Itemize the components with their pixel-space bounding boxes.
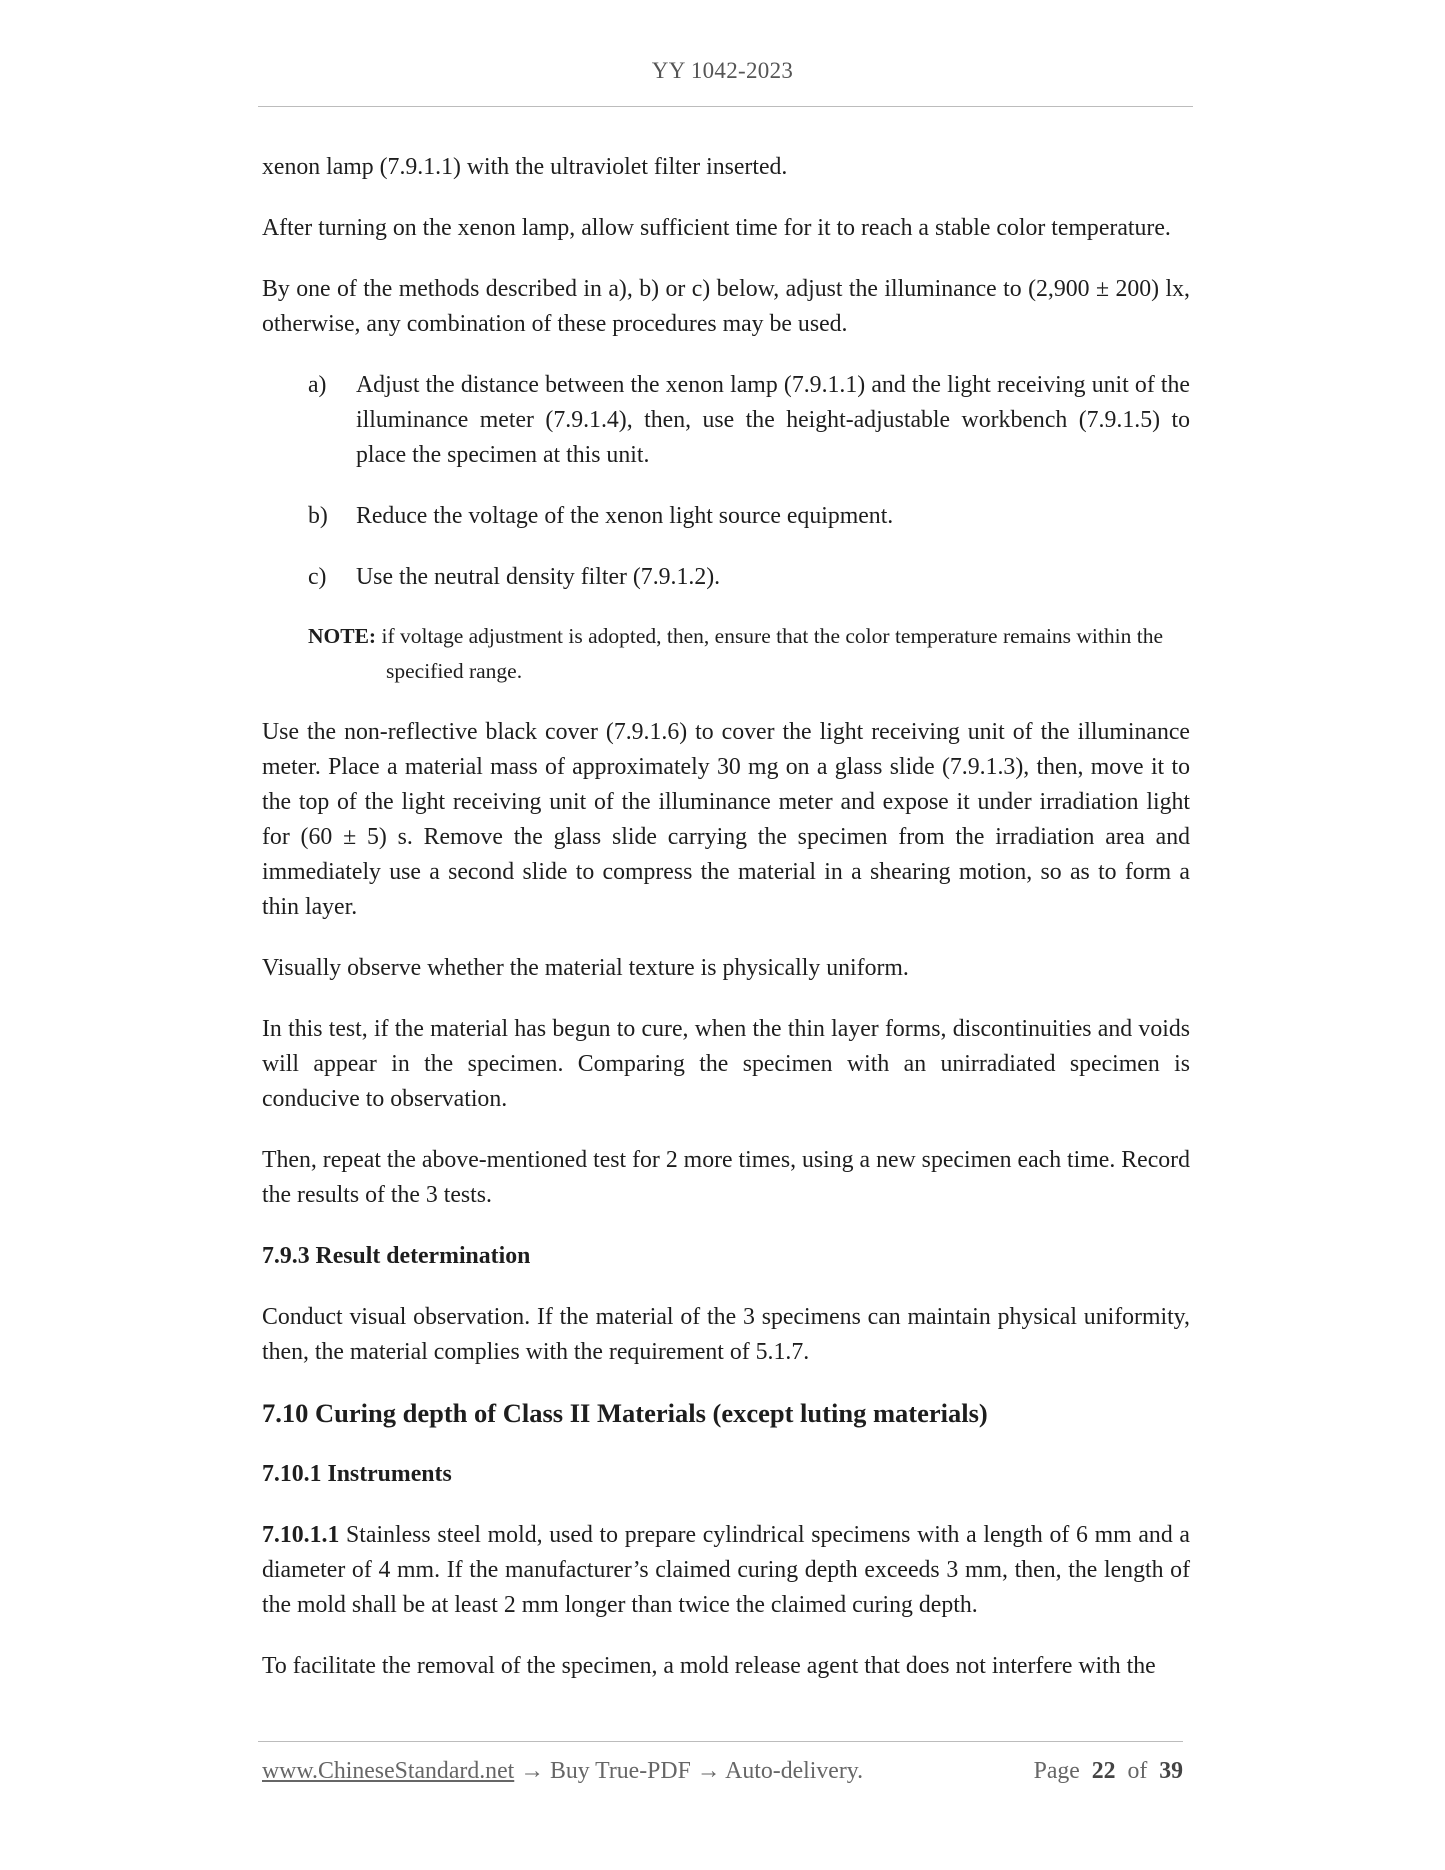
site-link[interactable]: www.ChineseStandard.net — [262, 1758, 515, 1784]
list-item-text: Reduce the voltage of the xenon light source equipment. — [356, 503, 894, 529]
document-id-header: YY 1042-2023 — [651, 58, 794, 83]
paragraph: In this test, if the material has begun to cure, when the thin layer forms, discontinuities and voids will appear in the specimen. Comparing the specimen with an unirradiated specimen is conducive to observation. — [262, 1016, 1190, 1112]
note-line-1 — [308, 619, 1190, 654]
section-heading-7-10-1: 7.10.1 Instruments — [262, 1461, 452, 1487]
section-heading-7-9-3: 7.9.3 Result determination — [262, 1243, 531, 1269]
note-label: NOTE: — [308, 624, 377, 648]
clause-7-10-1-1 — [262, 1518, 1190, 1623]
note-text: if voltage adjustment is adopted, then, ensure that the color temperature remains within the — [381, 624, 1163, 648]
paragraph: After turning on the xenon lamp, allow sufficient time for it to reach a stable color temperature. — [262, 215, 1171, 241]
note-line-2: specified range. — [386, 659, 523, 683]
paragraph: By one of the methods described in a), b) or c) below, adjust the illuminance to (2,900 ± 200) lx, otherwise, any combination of these procedures may be used. — [262, 276, 1190, 337]
list-item-b — [308, 499, 1190, 534]
page-word: Page — [1033, 1758, 1080, 1784]
list-marker: b) — [308, 503, 328, 529]
section-heading-7-10: 7.10 Curing depth of Class II Materials (except luting materials) — [262, 1398, 988, 1428]
paragraph: To facilitate the removal of the specimen, a mold release agent that does not interfere with the — [262, 1653, 1156, 1679]
page-body — [262, 150, 1190, 1710]
note — [308, 619, 1190, 689]
footer-promo — [262, 1758, 863, 1785]
list-marker: c) — [308, 564, 327, 590]
page-current: 22 — [1091, 1758, 1116, 1784]
list-item-c — [308, 560, 1190, 595]
paragraph: Then, repeat the above-mentioned test for 2 more times, using a new specimen each time. Record the results of the 3 tests. — [262, 1147, 1190, 1208]
clause-text: Stainless steel mold, used to prepare cylindrical specimens with a length of 6 mm and a diameter of 4 mm. If the manufacturer’s claimed curing depth exceeds 3 mm, then, the length of the mold shall be at least 2 mm longer than twice the claimed curing depth. — [262, 1522, 1190, 1618]
footer-tagline: → Buy True-PDF → Auto-delivery. — [514, 1758, 864, 1784]
list-item-text: Adjust the distance between the xenon lamp (7.9.1.1) and the light receiving unit of the illuminance meter (7.9.1.4), then, use the height-adjustable workbench (7.9.1.5) to place the specimen at this unit. — [356, 372, 1190, 468]
list-item-text: Use the neutral density filter (7.9.1.2). — [356, 564, 721, 590]
of-word: of — [1127, 1758, 1148, 1784]
page-indicator — [1034, 1758, 1183, 1785]
clause-number: 7.10.1.1 — [262, 1522, 340, 1548]
page-total: 39 — [1159, 1758, 1183, 1784]
paragraph: Visually observe whether the material texture is physically uniform. — [262, 955, 909, 981]
list-marker: a) — [308, 372, 327, 398]
footer-divider — [258, 1741, 1183, 1742]
header-divider — [258, 106, 1193, 107]
paragraph: xenon lamp (7.9.1.1) with the ultraviolet filter inserted. — [262, 154, 788, 180]
paragraph: Conduct visual observation. If the material of the 3 specimens can maintain physical uniformity, then, the material complies with the requirement of 5.1.7. — [262, 1304, 1190, 1365]
list-item-a — [308, 368, 1190, 473]
paragraph: Use the non-reflective black cover (7.9.1.6) to cover the light receiving unit of the illuminance meter. Place a material mass of approximately 30 mg on a glass slide (7.9.1.3), then, move it to the top of the light receiving unit of the illuminance meter and expose it under irradiation light for (60 ± 5) s. Remove the glass slide carrying the specimen from the irradiation area and immediately use a second slide to compress the material in a shearing motion, so as to form a thin layer. — [262, 719, 1190, 920]
